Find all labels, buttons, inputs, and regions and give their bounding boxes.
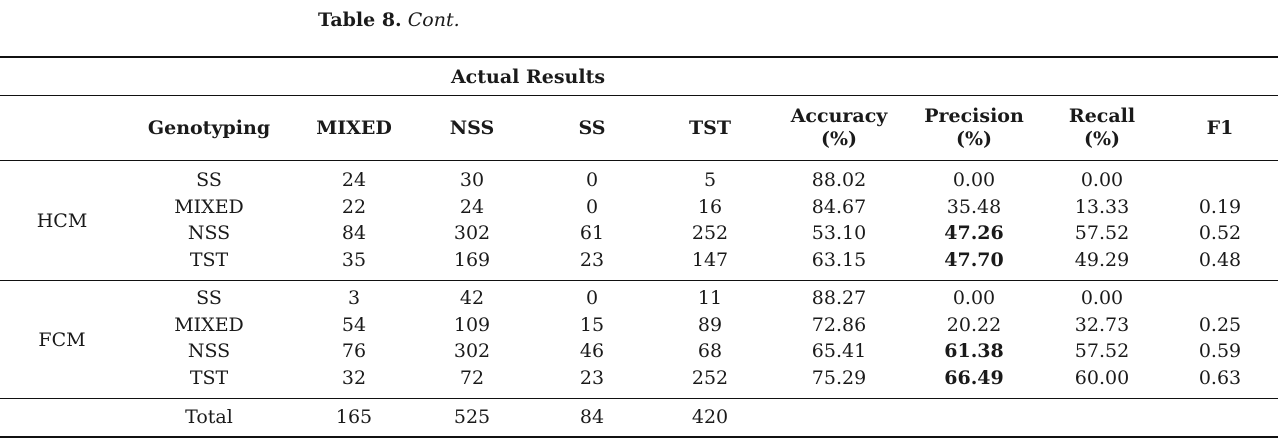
header-accuracy-line2: (%): [820, 128, 858, 150]
group-header-rule: [0, 95, 1278, 96]
table-cell-accuracy: 53.10: [811, 222, 867, 244]
table-cell-precision: 0.00: [952, 287, 996, 309]
table-cell-ss: 46: [579, 340, 605, 362]
table-cell-recall: 60.00: [1074, 366, 1130, 389]
table-cell-nss: 302: [453, 340, 491, 362]
table-caption: [318, 8, 460, 32]
table-cell-accuracy: 84.67: [811, 195, 867, 218]
header-bottom-rule: [0, 160, 1278, 161]
hcm-bottom-rule: [0, 280, 1278, 281]
group-header-actual-results: Actual Results: [450, 66, 606, 88]
table-cell-mixed: 76: [341, 340, 367, 362]
table-cell-f1: 0.25: [1198, 313, 1242, 336]
table-cell-f1: 0.59: [1198, 340, 1242, 362]
table-cell-accuracy: 63.15: [811, 248, 867, 271]
table-cell-accuracy: 88.27: [811, 287, 867, 309]
header-genotyping: Genotyping: [147, 117, 271, 139]
total-ss: 84: [579, 406, 605, 428]
table-cell-genotyping: TST: [189, 248, 229, 271]
table-cell-tst: 89: [697, 313, 723, 336]
table-cell-mixed: 24: [341, 169, 367, 191]
table-cell-nss: 302: [453, 222, 491, 244]
header-ss: SS: [578, 117, 606, 139]
table-cell-recall: 49.29: [1074, 248, 1130, 271]
table-cell-accuracy: 75.29: [811, 366, 867, 389]
header-recall-line1: Recall: [1068, 105, 1136, 127]
header-accuracy-line1: Accuracy: [790, 105, 888, 127]
table-cell-mixed: 22: [341, 195, 367, 218]
table-cell-f1: 0.48: [1198, 248, 1242, 271]
group-label-hcm: HCM: [36, 210, 88, 232]
table-cell-accuracy: 88.02: [811, 169, 867, 191]
header-precision-line2: (%): [955, 128, 993, 150]
table-cell-f1: 0.63: [1198, 366, 1242, 389]
total-tst: 420: [691, 406, 729, 428]
table-cell-recall: 0.00: [1080, 287, 1124, 309]
table-cell-genotyping: SS: [196, 287, 222, 309]
table-cell-nss: 24: [459, 195, 485, 218]
table-cell-mixed: 54: [341, 313, 367, 336]
table-cell-mixed: 35: [341, 248, 367, 271]
table-cell-tst: 252: [691, 222, 729, 244]
table-cell-f1: 0.52: [1198, 222, 1242, 244]
table-cell-genotyping: NSS: [187, 340, 231, 362]
table-cell-ss: 0: [585, 169, 599, 191]
table-cell-precision: 0.00: [952, 169, 996, 191]
table-cell-f1: 0.19: [1198, 195, 1242, 218]
table-cell-recall: 57.52: [1074, 340, 1130, 362]
table-cell-tst: 11: [697, 287, 723, 309]
table-cell-nss: 30: [459, 169, 485, 191]
table-cell-precision: 20.22: [946, 313, 1002, 336]
table-cell-ss: 23: [579, 248, 605, 271]
table-cell-recall: 0.00: [1080, 169, 1124, 191]
header-f1: F1: [1206, 117, 1234, 139]
table-cell-nss: 109: [453, 313, 491, 336]
table-cell-ss: 15: [579, 313, 605, 336]
header-nss: NSS: [449, 117, 495, 139]
top-rule: [0, 56, 1278, 58]
table-cell-mixed: 84: [341, 222, 367, 244]
table-cell-tst: 252: [691, 366, 729, 389]
total-nss: 525: [453, 406, 491, 428]
bottom-rule: [0, 436, 1278, 438]
table-cell-ss: 23: [579, 366, 605, 389]
table-cell-nss: 169: [453, 248, 491, 271]
fcm-bottom-rule: [0, 398, 1278, 399]
table-cell-tst: 68: [697, 340, 723, 362]
table-cell-recall: 32.73: [1074, 313, 1130, 336]
table-cell-tst: 16: [697, 195, 723, 218]
caption-label: Table 8.: [318, 9, 402, 31]
header-precision: [924, 105, 1024, 151]
total-mixed: 165: [335, 406, 373, 428]
table-cell-precision: 66.49: [944, 366, 1004, 389]
table-cell-precision: 35.48: [946, 195, 1002, 218]
table-cell-tst: 5: [703, 169, 717, 191]
table-cell-accuracy: 72.86: [811, 313, 867, 336]
group-label-fcm: FCM: [38, 329, 86, 351]
header-precision-line1: Precision: [924, 105, 1024, 127]
table-cell-genotyping: TST: [189, 366, 229, 389]
table-cell-genotyping: SS: [196, 169, 222, 191]
table-cell-precision: 47.26: [944, 222, 1004, 244]
table-cell-recall: 57.52: [1074, 222, 1130, 244]
header-mixed: MIXED: [316, 117, 392, 139]
table-cell-genotyping: NSS: [187, 222, 231, 244]
header-tst: TST: [689, 117, 731, 139]
caption-cont: Cont.: [407, 9, 460, 31]
header-recall-line2: (%): [1083, 128, 1121, 150]
table-cell-mixed: 3: [347, 287, 361, 309]
table-cell-nss: 42: [459, 287, 485, 309]
table-cell-precision: 47.70: [944, 248, 1004, 271]
table-cell-nss: 72: [459, 366, 485, 389]
total-label: Total: [185, 406, 233, 428]
table-cell-ss: 61: [579, 222, 605, 244]
table-cell-tst: 147: [691, 248, 729, 271]
table-cell-ss: 0: [585, 287, 599, 309]
table-cell-precision: 61.38: [944, 340, 1004, 362]
table-cell-genotyping: MIXED: [174, 195, 244, 218]
table-cell-genotyping: MIXED: [174, 313, 244, 336]
header-recall: [1069, 105, 1135, 151]
table-cell-mixed: 32: [341, 366, 367, 389]
header-accuracy: [791, 105, 888, 151]
table-cell-accuracy: 65.41: [811, 340, 867, 362]
table-cell-recall: 13.33: [1074, 195, 1130, 218]
table-cell-ss: 0: [585, 195, 599, 218]
